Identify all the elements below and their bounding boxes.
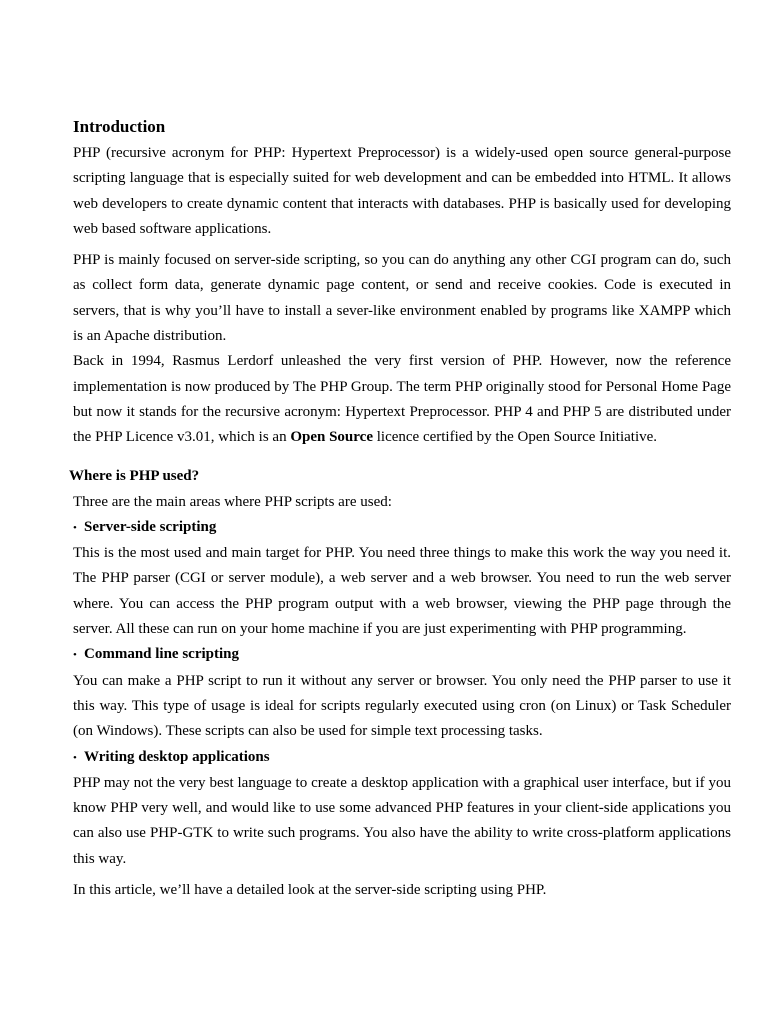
open-source-emphasis: Open Source <box>290 429 373 446</box>
command-line-paragraph: You can make a PHP script to run it without any server or browser. You only need the PHP parser to use it this way. This type of usage is ideal for scripts regularly executed using cron (on Linux) or Task Scheduler (on Windows). These scripts can also be used for simple text processing tasks. <box>73 672 731 740</box>
desktop-apps-paragraph: PHP may not the very best language to create a desktop application with a graphical user interface, but if you know PHP very well, and would like to use some advanced PHP features in your client-side applications you can also use PHP-GTK to write such programs. You also have the ability to write cross-platform applications this way. <box>73 774 731 867</box>
server-side-paragraph: This is the most used and main target for PHP. You need three things to make this work the way you need it. The PHP parser (CGI or server module), a web server and a web browser. You need to run the web server where. You can access the PHP program output with a web browser, viewing the PHP page through the server. All these can run on your home machine if you are just experimenting with PHP programming. <box>73 545 731 638</box>
intro-paragraph-1: PHP (recursive acronym for PHP: Hypertext Preprocessor) is a widely-used open source general-purpose scripting language that is especially suited for web development and can be embedded into HTML. It allows web developers to create dynamic content that interacts with databases. PHP is basically used for developing web based software applications. <box>73 145 731 237</box>
bullet-desktop-apps <box>73 745 731 771</box>
intro-paragraph-3-text-b: licence certified by the Open Source Initiative. <box>372 429 658 446</box>
introduction-heading: Introduction <box>73 117 166 136</box>
where-used-heading: Where is PHP used? <box>69 467 200 484</box>
bullet-title: Server-side scripting <box>84 518 217 535</box>
bullet-icon: • <box>73 521 77 534</box>
intro-paragraph-3 <box>73 349 731 450</box>
bullet-command-line <box>73 642 731 668</box>
bullet-server-side <box>73 515 731 541</box>
closing-paragraph: In this article, we’ll have a detailed look at the server-side scripting using PHP. <box>73 882 547 899</box>
document-page <box>69 116 731 903</box>
bullet-icon: • <box>73 649 77 662</box>
intro-paragraph-3-text-a: Back in 1994, Rasmus Lerdorf unleashed the very first version of PHP. However, now the reference implementation is now produced by The PHP Group. The term PHP originally stood for Personal Home Page but now it stands for the recursive acronym: Hypertext Preprocessor. PHP 4 and PHP 5 are distributed under the PHP Licence v3.01, which is an <box>73 353 731 446</box>
bullet-icon: • <box>73 751 77 764</box>
bullet-title: Command line scripting <box>84 646 240 663</box>
usage-lead: Three are the main areas where PHP scripts are used: <box>73 493 392 510</box>
bullet-title: Writing desktop applications <box>84 748 270 765</box>
intro-paragraph-2: PHP is mainly focused on server-side scripting, so you can do anything any other CGI program can do, such as collect form data, generate dynamic page content, or send and receive cookies. Code is executed in servers, that is why you’ll have to install a sever-like environment enabled by programs like XAMPP which is an Apache distribution. <box>73 252 731 345</box>
